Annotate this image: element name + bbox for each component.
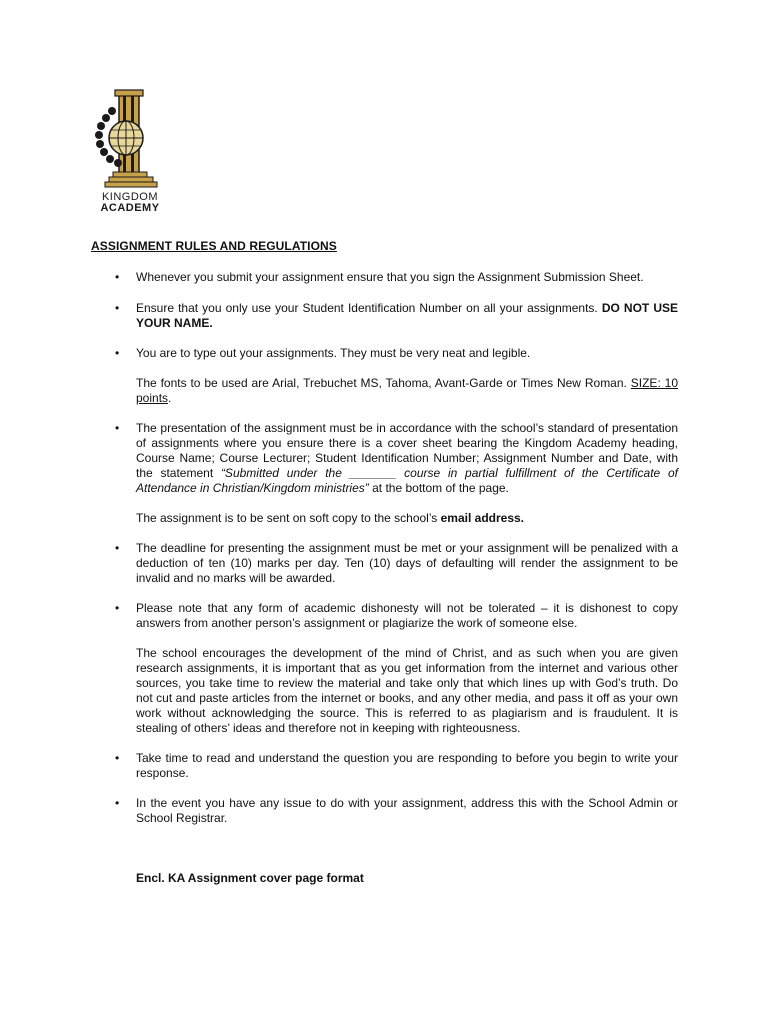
rule-5 bbox=[136, 541, 678, 586]
rule-3-end: . bbox=[168, 391, 172, 405]
rule-6-paragraph bbox=[136, 646, 678, 736]
rule-2-text: Ensure that you only use your Student Identification Number on all your assignments. bbox=[136, 301, 602, 315]
rule-4 bbox=[136, 421, 678, 496]
rule-3 bbox=[136, 346, 678, 361]
logo-line1: KINGDOM bbox=[101, 191, 159, 203]
bullet-1: • bbox=[115, 270, 120, 284]
page-heading: ASSIGNMENT RULES AND REGULATIONS bbox=[91, 239, 337, 253]
rule-4-email-text: The assignment is to be sent on soft copy to the school’s bbox=[136, 511, 441, 525]
rule-3-fonts bbox=[136, 376, 678, 406]
bullet-8: • bbox=[115, 796, 120, 810]
rule-6-para-text: The school encourages the development of the mind of Christ, and as such when you are given research assignments, it is important that as you get information from the internet and various other sources, you take time to review the material and take only that which lines up with God’s truth. Do not cut and paste articles from the internet or books, and any other media, and pass it off as your own work without acknowledging the source. This is referred to as plagiarism and is fraudulent. It is stealing of others’ ideas and therefore not in keeping with righteousness. bbox=[136, 646, 678, 735]
rule-2-bold: DO NOT USE YOUR NAME. bbox=[136, 301, 678, 330]
rule-8-text: In the event you have any issue to do with your assignment, address this with the School Admin or School Registrar. bbox=[136, 796, 678, 825]
rule-6-text: Please note that any form of academic dishonesty will not be tolerated – it is dishonest to copy answers from another person’s assignment or plagiarize the work of someone else. bbox=[136, 601, 678, 630]
bullet-5: • bbox=[115, 541, 120, 555]
rule-3-text: You are to type out your assignments. They must be very neat and legible. bbox=[136, 346, 531, 360]
bullet-6: • bbox=[115, 601, 120, 615]
rule-8 bbox=[136, 796, 678, 826]
rule-7 bbox=[136, 751, 678, 781]
rule-4-email-bold: email address. bbox=[440, 511, 525, 525]
rule-1 bbox=[136, 270, 678, 285]
logo-emblem-icon bbox=[88, 88, 172, 214]
rule-3-size: SIZE: 10 points bbox=[136, 376, 679, 405]
rule-4-italic: “Submitted under the _______ course in partial fulfillment of the Certificate of Attendance in Christian/Kingdom ministries” bbox=[136, 466, 679, 495]
rule-5-text: The deadline for presenting the assignment must be met or your assignment will be penalized with a deduction of ten (10) marks per day. Ten (10) days of defaulting will render the assignment to be invalid and no marks will be awarded. bbox=[136, 541, 678, 585]
enclosure-note: Encl. KA Assignment cover page format bbox=[136, 871, 364, 885]
rule-1-text: Whenever you submit your assignment ensure that you sign the Assignment Submission Sheet. bbox=[136, 270, 644, 284]
rule-4-email bbox=[136, 511, 678, 526]
kingdom-academy-logo bbox=[88, 88, 172, 214]
rule-6 bbox=[136, 601, 678, 631]
bullet-4: • bbox=[115, 421, 120, 435]
rule-4-end: at the bottom of the page. bbox=[368, 481, 509, 495]
bullet-7: • bbox=[115, 751, 120, 765]
bullet-3: • bbox=[115, 346, 120, 360]
rule-7-text: Take time to read and understand the question you are responding to before you begin to write your response. bbox=[136, 751, 678, 780]
rule-3-fonts-text: The fonts to be used are Arial, Trebuchet MS, Tahoma, Avant-Garde or Times New Roman. bbox=[136, 376, 631, 390]
logo-line2: ACADEMY bbox=[100, 202, 160, 214]
bullet-2: • bbox=[115, 301, 120, 315]
rule-4-text: The presentation of the assignment must be in accordance with the school’s standard of presentation of assignments where you ensure there is a cover sheet bearing the Kingdom Academy heading, Course Name; Course Lecturer; Student Identification Number; Assignment Number and Date, with the statement bbox=[136, 421, 678, 480]
rule-2 bbox=[136, 301, 678, 331]
